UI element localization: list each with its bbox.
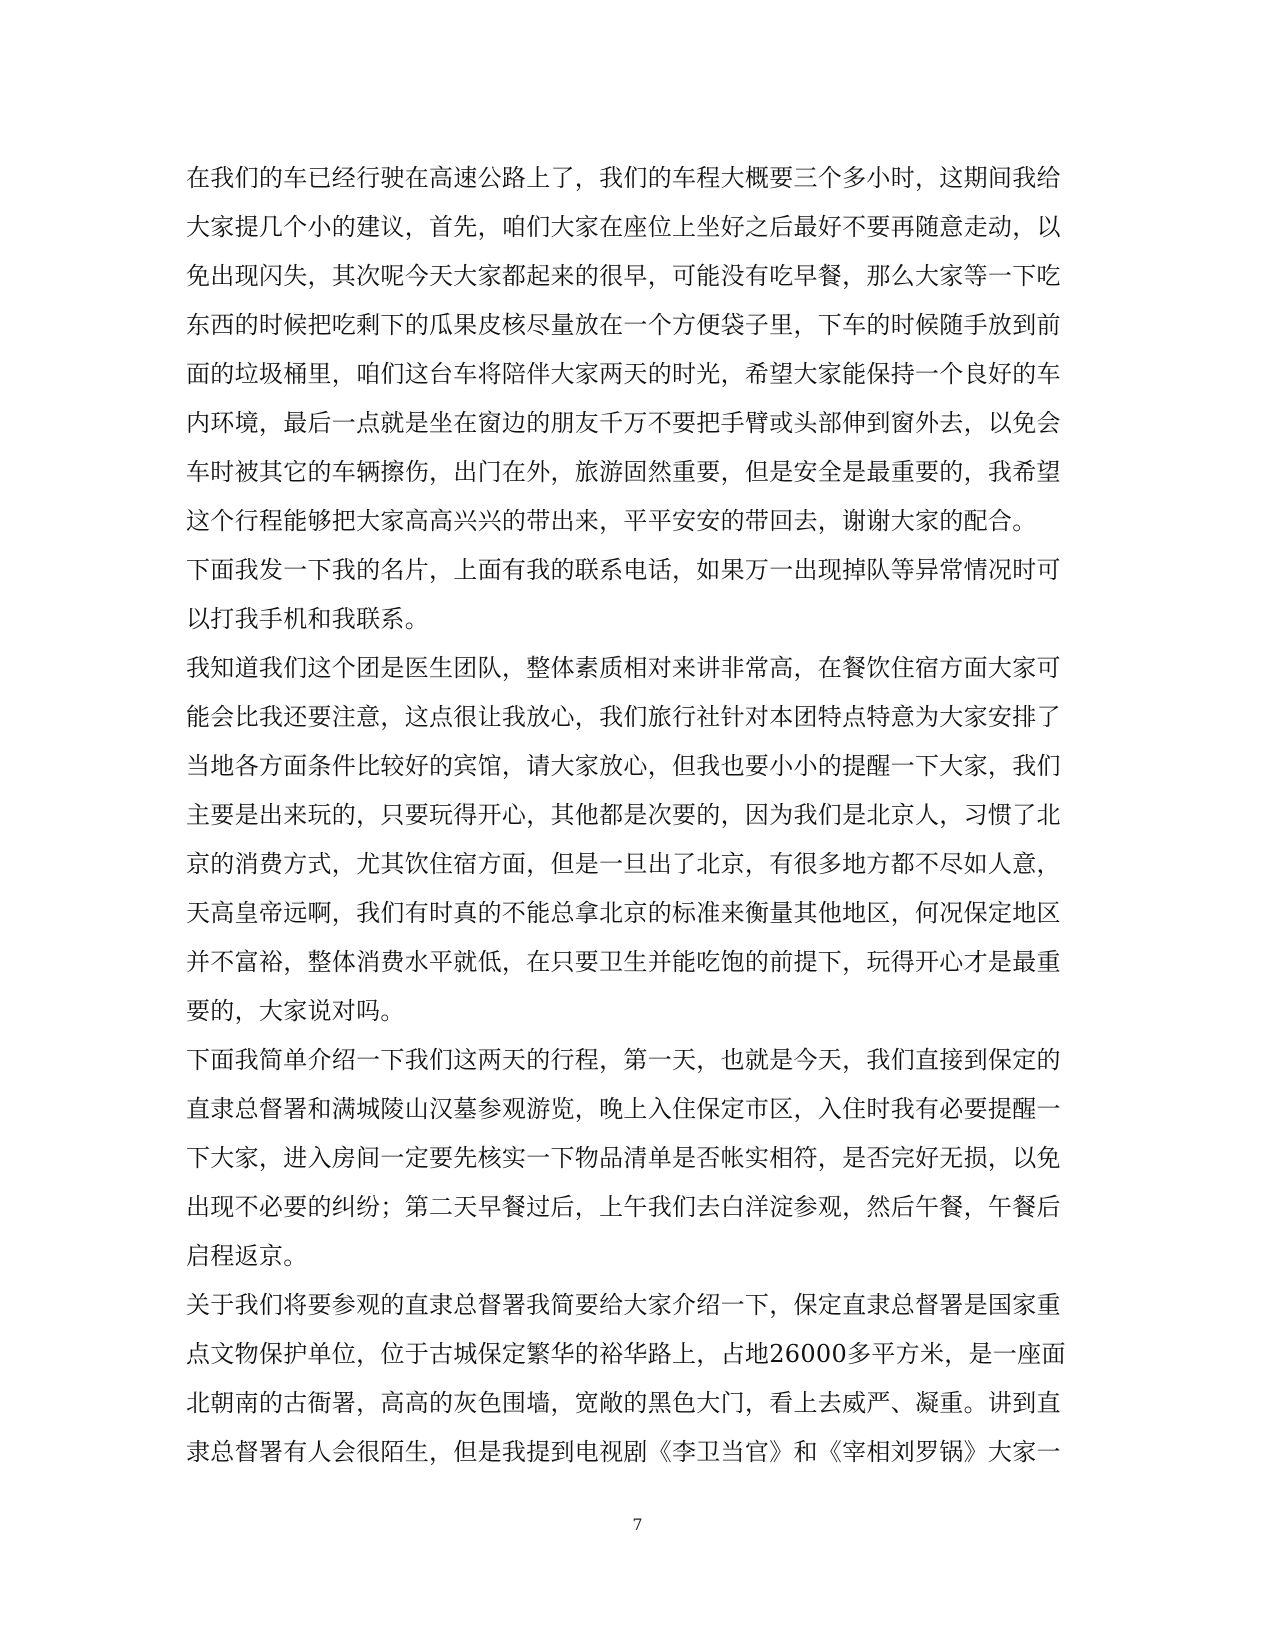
text-line: 能会比我还要注意，这点很让我放心，我们旅行社针对本团特点特意为大家安排了 [186, 703, 1061, 731]
text-line: 京的消费方式，尤其饮住宿方面，但是一旦出了北京，有很多地方都不尽如人意， [186, 850, 1061, 878]
text-line: 内环境，最后一点就是坐在窗边的朋友千万不要把手臂或头部伸到窗外去，以免会 [186, 409, 1061, 437]
text-line: 启程返京。 [186, 1242, 308, 1270]
text-line: 免出现闪失，其次呢今天大家都起来的很早，可能没有吃早餐，那么大家等一下吃 [186, 262, 1061, 290]
text-line: 东西的时候把吃剩下的瓜果皮核尽量放在一个方便袋子里，下车的时候随手放到前 [186, 311, 1061, 339]
text-line: 北朝南的古衙署，高高的灰色围墙，宽敞的黑色大门，看上去威严、凝重。讲到直 [186, 1389, 1061, 1417]
text-line: 关于我们将要参观的直隶总督署我简要给大家介绍一下，保定直隶总督署是国家重 [186, 1291, 1061, 1319]
text-line: 下面我简单介绍一下我们这两天的行程，第一天，也就是今天，我们直接到保定的 [186, 1046, 1061, 1074]
text-line: 车时被其它的车辆擦伤，出门在外，旅游固然重要，但是安全是最重要的，我希望 [186, 458, 1061, 486]
text-line: 并不富裕，整体消费水平就低，在只要卫生并能吃饱的前提下，玩得开心才是最重 [186, 948, 1061, 976]
page-number: 7 [632, 1515, 643, 1534]
text-line: 这个行程能够把大家高高兴兴的带出来，平平安安的带回去，谢谢大家的配合。 [186, 507, 1037, 535]
text-line: 主要是出来玩的，只要玩得开心，其他都是次要的，因为我们是北京人，习惯了北 [186, 801, 1061, 829]
text-line: 出现不必要的纠纷；第二天早餐过后，上午我们去白洋淀参观，然后午餐，午餐后 [186, 1193, 1061, 1221]
text-line: 我知道我们这个团是医生团队，整体素质相对来讲非常高，在餐饮住宿方面大家可 [186, 654, 1061, 682]
text-line: 天高皇帝远啊，我们有时真的不能总拿北京的标准来衡量其他地区，何况保定地区 [186, 899, 1061, 927]
text-line: 隶总督署有人会很陌生，但是我提到电视剧《李卫当官》和《宰相刘罗锅》大家一 [186, 1438, 1061, 1466]
text-line: 在我们的车已经行驶在高速公路上了，我们的车程大概要三个多小时，这期间我给 [186, 164, 1061, 192]
body-text [186, 154, 1091, 1477]
text-line: 大家提几个小的建议，首先，咱们大家在座位上坐好之后最好不要再随意走动，以 [186, 213, 1061, 241]
text-line: 点文物保护单位，位于古城保定繁华的裕华路上，占地26000多平方米，是一座面 [186, 1340, 1066, 1368]
text-line: 面的垃圾桶里，咱们这台车将陪伴大家两天的时光，希望大家能保持一个良好的车 [186, 360, 1061, 388]
text-line: 当地各方面条件比较好的宾馆，请大家放心，但我也要小小的提醒一下大家，我们 [186, 752, 1061, 780]
text-line: 下面我发一下我的名片，上面有我的联系电话，如果万一出现掉队等异常情况时可 [186, 556, 1061, 584]
text-line: 直隶总督署和满城陵山汉墓参观游览，晚上入住保定市区，入住时我有必要提醒一 [186, 1095, 1061, 1123]
text-line: 以打我手机和我联系。 [186, 605, 429, 633]
text-line: 下大家，进入房间一定要先核实一下物品清单是否帐实相符，是否完好无损，以免 [186, 1144, 1061, 1172]
text-line: 要的，大家说对吗。 [186, 997, 405, 1025]
